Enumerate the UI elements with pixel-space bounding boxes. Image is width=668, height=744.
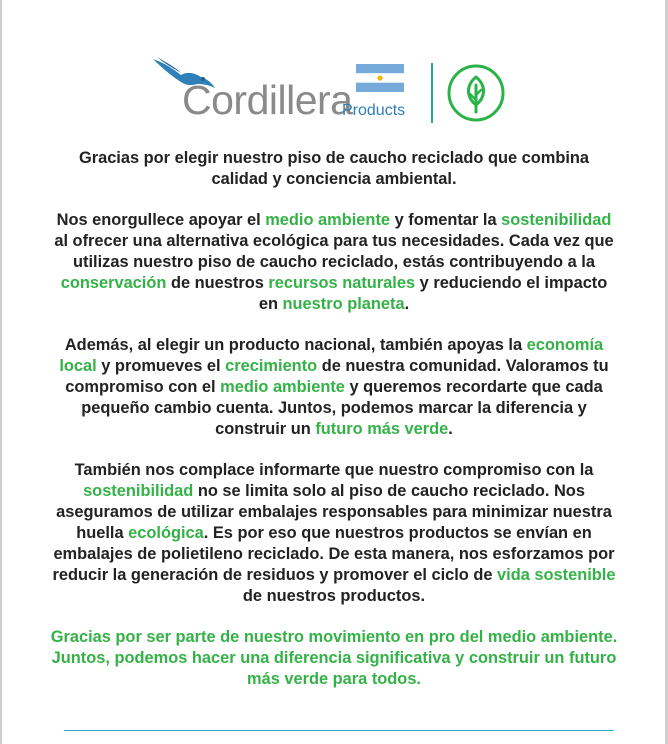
closing-paragraph: Gracias por ser parte de nuestro movimiento en pro del medio ambiente. Juntos, podemos hacer una diferencia significativa y construir un futuro más verde para todos. — [50, 628, 618, 688]
highlight-term: vida sostenible — [497, 566, 616, 584]
highlight-term: ecológica — [128, 524, 204, 542]
highlight-term: medio ambiente — [265, 211, 391, 229]
text-segment: También nos complace informarte que nuestro compromiso con la — [74, 461, 594, 479]
brand-suffix: Products — [342, 102, 406, 119]
text-segment: de nuestros productos. — [242, 587, 426, 605]
text-segment: no se limita solo al piso de caucho reciclado. Nos aseguramos de utilizar embalajes responsables para minimizar nuestra huella — [56, 482, 612, 542]
highlight-term: futuro más verde — [315, 420, 449, 438]
text-segment: Nos enorgullece apoyar el — [56, 211, 266, 229]
leaf-sprout-icon — [446, 63, 506, 123]
highlight-term: economía local — [59, 336, 604, 375]
message-body — [50, 148, 618, 710]
text-segment: de nuestra comunidad. Valoramos tu compromiso con el — [65, 357, 609, 396]
text-segment: al ofrecer una alternativa ecológica para tus necesidades. Cada vez que utilizas nuestro piso de caucho reciclado, estás contribuyendo a la — [54, 232, 614, 271]
local-economy-paragraph — [50, 335, 618, 440]
text-segment: . — [404, 295, 410, 313]
highlight-term: nuestro planeta — [282, 295, 405, 313]
argentina-flag-icon — [356, 64, 404, 92]
brand-name: Cordillera — [182, 77, 353, 123]
highlight-term: recursos naturales — [268, 274, 416, 292]
header-divider — [431, 63, 433, 123]
text-segment: y fomentar la — [390, 211, 502, 229]
bottom-divider — [64, 730, 613, 731]
highlight-term: medio ambiente — [220, 378, 345, 396]
highlight-term: sostenibilidad — [83, 482, 194, 500]
text-segment: . — [448, 420, 453, 438]
highlight-term: conservación — [60, 274, 167, 292]
environment-paragraph — [50, 210, 618, 315]
text-segment: Además, al elegir un producto nacional, también apoyas la — [64, 336, 527, 354]
text-segment: de nuestros — [166, 274, 269, 292]
text-segment: y promueves el — [96, 357, 226, 375]
text-segment: y queremos recordarte que cada pequeño cambio cuenta. Juntos, podemos marcar la diferencia y construir un — [81, 378, 603, 438]
text-segment: y reduciendo el impacto en — [258, 274, 608, 313]
highlight-term: crecimiento — [225, 357, 318, 375]
text-segment: . Es por eso que nuestros productos se envían en embalajes de polietileno reciclado. De esta manera, nos esforzamos por reducir la generación de residuos y promover el ciclo de — [52, 524, 615, 584]
brand-header — [0, 50, 668, 130]
highlight-term: sostenibilidad — [501, 211, 612, 229]
intro-paragraph — [50, 148, 618, 190]
packaging-paragraph — [50, 460, 618, 607]
intro-text: Gracias por elegir nuestro piso de caucho reciclado que combina calidad y conciencia ambiental. — [78, 149, 590, 188]
